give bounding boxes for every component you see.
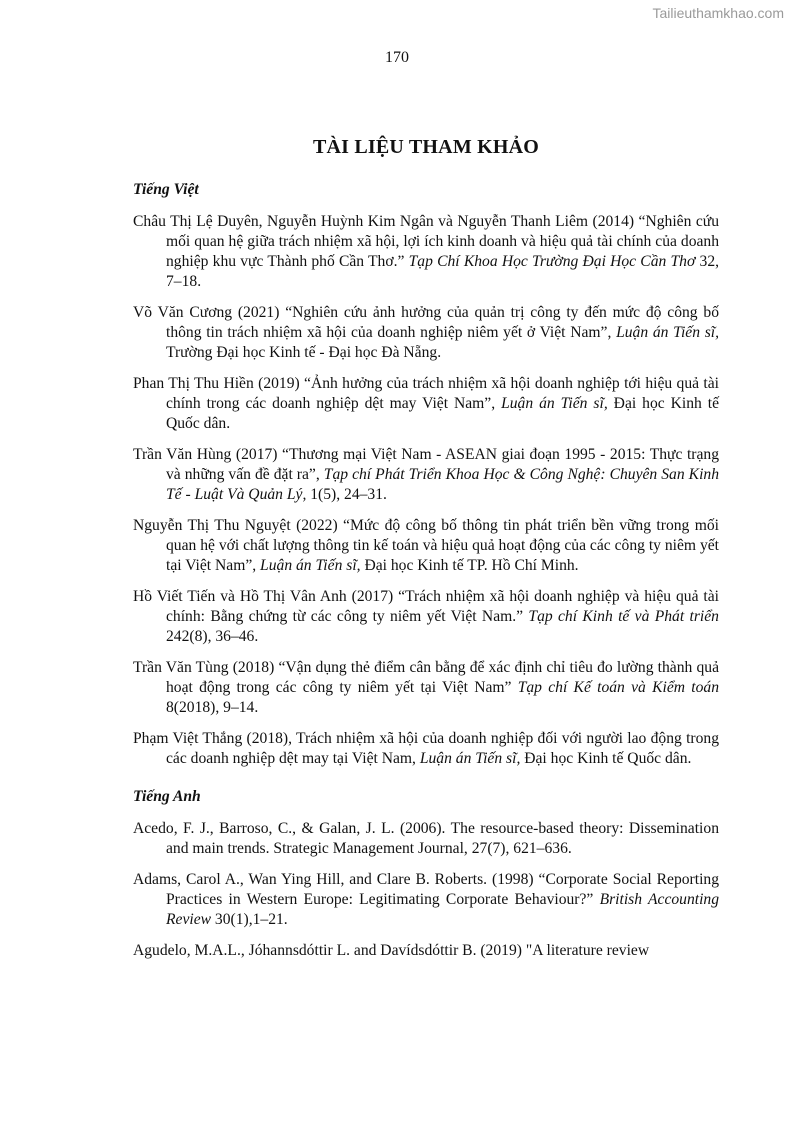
reference-entry: Acedo, F. J., Barroso, C., & Galan, J. L. (2006). The resource-based theory: Dissemination and main trends. Strategic Management Journal, 27(7), 621–636.	[133, 820, 719, 857]
reference-entry: Phạm Việt Thắng (2018), Trách nhiệm xã hội của doanh nghiệp đối với người lao động trong các doanh nghiệp dệt may tại Việt Nam, Luận án Tiến sĩ, Đại học Kinh tế Quốc dân.	[133, 730, 719, 767]
reference-entry: Adams, Carol A., Wan Ying Hill, and Clare B. Roberts. (1998) “Corporate Social Reporting Practices in Western Europe: Legitimating Corporate Behaviour?” British Accounting Review 30(1),1–21.	[133, 871, 720, 928]
section-heading-english: Tiếng Anh	[133, 788, 201, 805]
page-title: TÀI LIỆU THAM KHẢO	[312, 136, 540, 158]
reference-entry: Hồ Viết Tiến và Hồ Thị Vân Anh (2017) “Trách nhiệm xã hội doanh nghiệp và hiệu quả tài chính: Bằng chứng từ các công ty niêm yết Việt Nam.” Tạp chí Kinh tế và Phát triển 242(8), 36–46.	[133, 588, 719, 645]
reference-entry: Trần Văn Tùng (2018) “Vận dụng thẻ điểm cân bằng để xác định chỉ tiêu đo lường thành quả hoạt động trong các công ty niêm yết tại Việt Nam” Tạp chí Kế toán và Kiểm toán 8(2018), 9–14.	[133, 659, 719, 716]
reference-entry: Phan Thị Thu Hiền (2019) “Ảnh hưởng của trách nhiệm xã hội doanh nghiệp tới hiệu quả tài chính trong các doanh nghiệp dệt may Việt Nam”, Luận án Tiến sĩ, Đại học Kinh tế Quốc dân.	[133, 375, 719, 432]
reference-entry: Trần Văn Hùng (2017) “Thương mại Việt Nam - ASEAN giai đoạn 1995 - 2015: Thực trạng và những vấn đề đặt ra”, Tạp chí Phát Triển Khoa Học & Công Nghệ: Chuyên San Kinh Tế - Luật Và Quản Lý, 1(5), 24–31.	[133, 446, 720, 503]
references-body	[133, 180, 719, 972]
reference-entry: Nguyễn Thị Thu Nguyệt (2022) “Mức độ công bố thông tin phát triển bền vững trong mối quan hệ với chất lượng thông tin kế toán và hiệu quả hoạt động của các công ty niêm yết tại Việt Nam”, Luận án Tiến sĩ, Đại học Kinh tế TP. Hồ Chí Minh.	[133, 517, 719, 574]
reference-entry: Võ Văn Cương (2021) “Nghiên cứu ảnh hưởng của quản trị công ty đến mức độ công bố thông tin trách nhiệm xã hội của doanh nghiệp niêm yết ở Việt Nam”, Luận án Tiến sĩ, Trường Đại học Kinh tế - Đại học Đà Nẵng.	[133, 304, 719, 361]
section-heading-vietnamese: Tiếng Việt	[133, 181, 199, 198]
page-number: 170	[385, 49, 409, 66]
reference-entry: Agudelo, M.A.L., Jóhannsdóttir L. and Davídsdóttir B. (2019) "A literature review	[133, 942, 650, 959]
watermark: Tailieuthamkhao.com	[652, 5, 784, 21]
reference-entry: Châu Thị Lệ Duyên, Nguyễn Huỳnh Kim Ngân và Nguyễn Thanh Liêm (2014) “Nghiên cứu mối quan hệ giữa trách nhiệm xã hội, lợi ích kinh doanh và hiệu quả tài chính của doanh nghiệp khu vực Thành phố Cần Thơ.” Tạp Chí Khoa Học Trường Đại Học Cần Thơ 32, 7–18.	[133, 213, 720, 290]
